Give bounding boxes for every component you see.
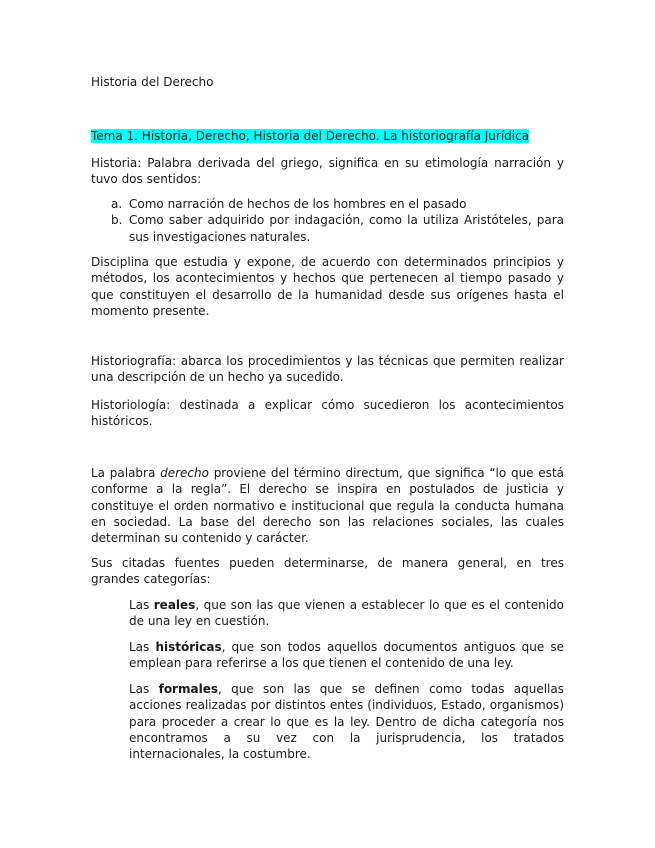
fuente-term: históricas — [155, 640, 222, 654]
list-marker: a. — [111, 197, 123, 211]
document-title: Historia del Derecho — [91, 75, 214, 89]
fuente-formales-paragraph — [129, 681, 564, 762]
list-marker: b. — [111, 213, 123, 228]
historiologia-paragraph: Historiología: destinada a explicar cómo sucedieron los acontecimientos históricos. — [91, 398, 564, 429]
fuente-reales-paragraph — [129, 597, 564, 630]
list-item — [91, 212, 564, 245]
fuente-text-post: , que son las que vienen a establecer lo que es el contenido de una ley en cuestión. — [129, 598, 564, 629]
derecho-text-post: proviene del término directum, que significa “lo que está conforme a la regla”. El derecho se inspira en postulados de justicia y constituye el orden normativo e institucional que regula la conducta humana en sociedad. La base del derecho son las relaciones sociales, las cuales determinan su contenido y carácter. — [91, 466, 564, 546]
list-item — [91, 196, 564, 212]
fuente-term: formales — [158, 682, 218, 696]
derecho-paragraph — [91, 465, 564, 546]
fuente-text-post: , que son las que se definen como todas aquellas acciones realizadas por distintos entes (individuos, Estado, organismos) para proceder a crear lo que es la ley. Dentro de dicha categoría nos encontramos a su vez con la jurisprudencia, los tratados internacionales, la costumbre. — [129, 682, 564, 762]
fuentes-intro-paragraph: Sus citadas fuentes pueden determinarse, de manera general, en tres grandes categorías: — [91, 556, 564, 587]
historia-intro-paragraph: Historia: Palabra derivada del griego, significa en su etimología narración y tuvo dos sentidos: — [91, 156, 564, 187]
highlighted-heading-text: Tema 1. Historia, Derecho, Historia del Derecho. La historiografía Jurídica — [91, 129, 530, 143]
section-heading — [91, 128, 564, 144]
fuente-text-pre: Las — [129, 598, 154, 612]
list-item-text: Como narración de hechos de los hombres en el pasado — [129, 197, 467, 211]
derecho-term: derecho — [160, 466, 209, 480]
list-item-text: Como saber adquirido por indagación, como la utiliza Aristóteles, para sus investigaciones naturales. — [129, 213, 564, 244]
fuente-text-pre: Las — [129, 640, 156, 654]
fuente-term: reales — [153, 598, 196, 612]
disciplina-paragraph: Disciplina que estudia y expone, de acuerdo con determinados principios y métodos, los acontecimientos y hechos que pertenecen al tiempo pasado y que constituyen el desarrollo de la humanidad desde sus orígenes hasta el momento presente. — [91, 255, 564, 318]
fuente-text-post: , que son todos aquellos documentos antiguos que se emplean para referirse a los que tienen el contenido de una ley. — [129, 640, 564, 671]
derecho-text-pre: La palabra — [91, 466, 161, 480]
fuente-historicas-paragraph — [129, 639, 564, 672]
senses-list — [91, 196, 564, 245]
fuente-text-pre: Las — [129, 682, 159, 696]
historiografia-paragraph: Historiografía: abarca los procedimientos y las técnicas que permiten realizar una descripción de un hecho ya sucedido. — [91, 354, 564, 385]
